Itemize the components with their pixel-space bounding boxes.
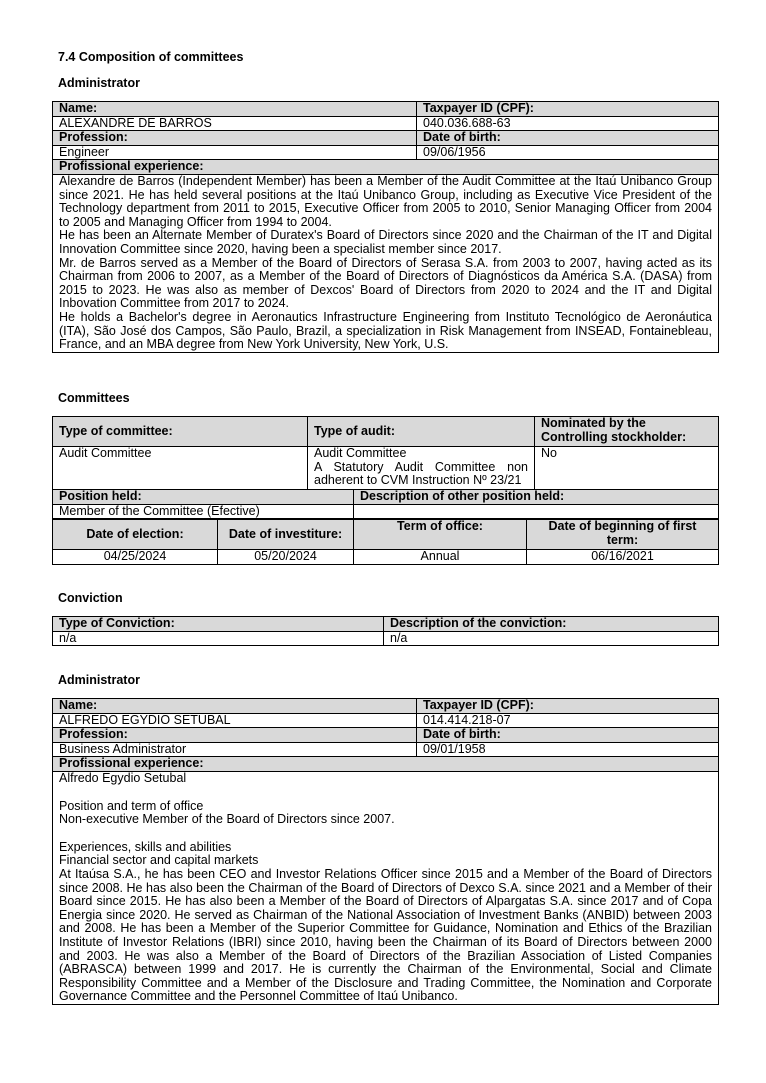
nominated-value: No [535, 447, 719, 490]
taxpayer-value: 040.036.688-63 [417, 116, 719, 131]
nominated-label: Nominated by the Controlling stockholder: [535, 417, 719, 447]
taxpayer-label: Taxpayer ID (CPF): [417, 102, 719, 117]
conviction-table [52, 616, 719, 646]
experience-text [53, 174, 719, 352]
administrator-table-2 [52, 698, 719, 1005]
type-audit-line-2: A Statutory Audit Committee non adherent to CVM Instruction Nº 23/21 [314, 459, 528, 488]
name-value: ALFREDO EGYDIO SETUBAL [53, 713, 417, 728]
administrator-heading-1: Administrator [58, 76, 140, 90]
skills-subtitle: Financial sector and capital markets [59, 853, 259, 868]
experience-paragraph: He has been an Alternate Member of Duratex's Board of Directors since 2020 and the Chairman of the IT and Digital Innovation Committee since 2020, having been a specialist member since 2017. [59, 228, 712, 256]
position-value: Member of the Committee (Efective) [53, 504, 354, 519]
experience-label: Profissional experience: [53, 160, 719, 175]
experience-paragraph: Mr. de Barros served as a Member of the Board of Directors of Serasa S.A. from 2003 to 2007, having acted as its Chairman from 2006 to 2007, as a Member of the Board of Directors of Diagnósticos da América S.A. (DASA) from 2015 to 2023. He was also as member of Dexcos' Board of Directors from 2020 to 2024 and the IT and Digital Inbovation Committee from 2017 to 2024. [59, 255, 712, 311]
committees-heading: Committees [58, 391, 130, 405]
conviction-heading: Conviction [58, 591, 123, 605]
first-term-value: 06/16/2021 [527, 550, 719, 565]
skills-title: Experiences, skills and abilities [59, 839, 232, 854]
term-value: Annual [354, 550, 527, 565]
dob-label: Date of birth: [417, 131, 719, 146]
administrator-heading-2: Administrator [58, 673, 140, 687]
election-value: 04/25/2024 [53, 550, 218, 565]
experience-paragraph: At Itaúsa S.A., he has been CEO and Investor Relations Officer since 2015 and a Member of the Board of Directors since 2008. He has also been the Chairman of the Board of Directors of Dexco S.A. since 2021 and a Member of their Board since 2015. He has also been a Member of the Board of Directors of Alpargatas S.A. since 2017 and of Copa Energia since 2020. He served as Chairman of the National Association of Investment Banks (ANBID) between 2003 and 2008. He has been a Member of the Superior Committee for Guidance, Nomination and Ethics of the Brazilian Institute of Investor Relations (IBRI) since 2010, having been the Chairman of its Board of Directors between 2000 and 2003. He was also a Member of the Board of Directors of the Brazilian Association of Listed Companies (ABRASCA) between 1999 and 2017. He is currently the Chairman of the Environmental, Social and Climate Responsibility Committee and a Member of the Disclosure and Trading Committee, the Nomination and Corporate Governance Committee and the Personnel Committee of Itaú Unibanco. [59, 866, 712, 1004]
position-label: Position held: [53, 490, 354, 505]
conviction-type-label: Type of Conviction: [53, 617, 384, 632]
position-term-text: Non-executive Member of the Board of Directors since 2007. [59, 812, 395, 827]
experience-paragraph: He holds a Bachelor's degree in Aeronautics Infrastructure Engineering from Instituto Tecnológico de Aeronáutica (ITA), São José dos Campos, São Paulo, Brazil, a specialization in Risk Management from INSEAD, Fontainebleau, France, and an MBA degree from New York University, New York, U.S. [59, 309, 712, 352]
name-value: ALEXANDRE DE BARROS [53, 116, 417, 131]
taxpayer-value: 014.414.218-07 [417, 713, 719, 728]
section-title: 7.4 Composition of committees [58, 50, 244, 64]
name-label: Name: [53, 102, 417, 117]
experience-label: Profissional experience: [53, 757, 719, 772]
committees-table-top [52, 416, 719, 490]
type-committee-label: Type of committee: [53, 417, 308, 447]
type-audit-label: Type of audit: [308, 417, 535, 447]
dob-label: Date of birth: [417, 728, 719, 743]
conviction-type-value: n/a [53, 631, 384, 646]
experience-name: Alfredo Egydio Setubal [59, 770, 187, 785]
term-label: Term of office: [354, 520, 527, 550]
position-term-title: Position and term of office [59, 798, 204, 813]
spacer [59, 827, 712, 841]
experience-paragraph: Alexandre de Barros (Independent Member) has been a Member of the Audit Committee at the Itaú Unibanco Group since 2021. He has held several positions at the Itaú Unibanco Group, including as Executive Vice President of the Technology department from 2011 to 2015, Executive Officer from 2005 to 2010, Senior Managing Officer from 2004 to 2005 and Managing Officer from 1994 to 2004. [59, 173, 712, 229]
investiture-value: 05/20/2024 [218, 550, 354, 565]
conviction-desc-value: n/a [384, 631, 719, 646]
experience-text [53, 771, 719, 1004]
investiture-label: Date of investiture: [218, 520, 354, 550]
profession-label: Profession: [53, 131, 417, 146]
first-term-label: Date of beginning of first term: [527, 520, 719, 550]
committees-table-dates [52, 519, 719, 565]
type-audit-line-1: Audit Committee [314, 446, 407, 460]
other-position-label: Description of other position held: [354, 490, 719, 505]
dob-value: 09/01/1958 [417, 742, 719, 757]
spacer [59, 786, 712, 800]
name-label: Name: [53, 699, 417, 714]
dob-value: 09/06/1956 [417, 145, 719, 160]
conviction-desc-label: Description of the conviction: [384, 617, 719, 632]
other-position-value [354, 504, 719, 519]
profession-value: Business Administrator [53, 742, 417, 757]
type-committee-value: Audit Committee [53, 447, 308, 490]
committees-table-position [52, 489, 719, 519]
administrator-table-1 [52, 101, 719, 353]
election-label: Date of election: [53, 520, 218, 550]
profession-value: Engineer [53, 145, 417, 160]
taxpayer-label: Taxpayer ID (CPF): [417, 699, 719, 714]
type-audit-value [308, 447, 535, 490]
profession-label: Profession: [53, 728, 417, 743]
